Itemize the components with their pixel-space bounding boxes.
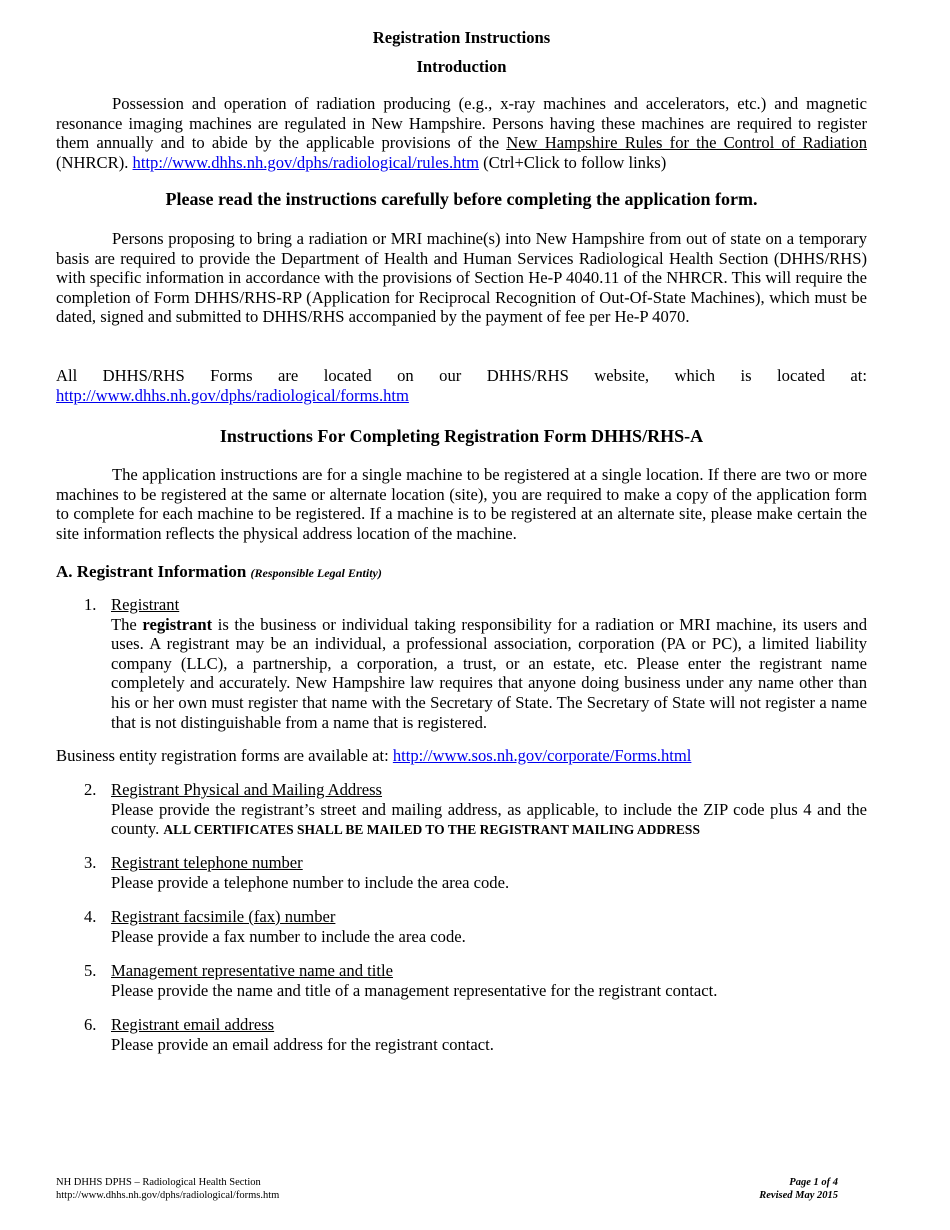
- item-title: Registrant: [111, 595, 180, 614]
- item-description: Please provide the name and title of a management representative for the registrant contact.: [111, 980, 718, 1000]
- section-a-heading: A. Registrant Information (Responsible Legal Entity): [56, 562, 382, 581]
- section-introduction-heading: Introduction: [416, 57, 507, 76]
- forms-link-line: [56, 386, 867, 406]
- item-description: Please provide a telephone number to include the area code.: [111, 872, 510, 892]
- item-description: Please provide the registrant’s street and mailing address, as applicable, to include the ZIP code plus 4 and the county. ALL CERTIFICATES SHALL BE MAILED TO THE REGISTRANT MAILING ADDRESS: [111, 799, 867, 839]
- footer-right: [700, 1176, 838, 1202]
- footer-org: NH DHHS DPHS – Radiological Health Section: [56, 1177, 261, 1188]
- sos-forms-link[interactable]: http://www.sos.nh.gov/corporate/Forms.html: [392, 746, 692, 765]
- item-title: Registrant telephone number: [111, 853, 303, 872]
- item-title: Registrant facsimile (fax) number: [111, 907, 336, 926]
- document-title: Registration Instructions: [372, 28, 551, 47]
- intro-paragraph: Possession and operation of radiation producing (e.g., x-ray machines and accelerators, etc.) and magnetic resonance imaging machines are regulated in New Hampshire. Persons having these machines are required to register them annually and to abide by the applicable provisions of the New Hampshire Rules for the Control of Radiation (NHRCR). http://www.dhhs.nh.gov/dphs/radiological/rules.htm (Ctrl+Click to follow links): [56, 94, 867, 172]
- mailing-notice: ALL CERTIFICATES SHALL BE MAILED TO THE REGISTRANT MAILING ADDRESS: [163, 822, 700, 838]
- revision-date: Revised May 2015: [759, 1190, 838, 1201]
- item-description: Please provide an email address for the registrant contact.: [111, 1034, 494, 1054]
- footer-left: [56, 1176, 279, 1202]
- item-title: Management representative name and title: [111, 961, 393, 980]
- item-title: Registrant Physical and Mailing Address: [111, 780, 383, 799]
- forms-location-text: All DHHS/RHS Forms are located on our DHHS/RHS website, which is located at:: [56, 366, 867, 385]
- instructions-paragraph: The application instructions are for a single machine to be registered at a single location. If there are two or more machines to be registered at the same or alternate location (site), you are required to make a copy of the application form to complete for each machine to be registered. If a machine is to be registered at an alternate site, please make certain the site information reflects the physical address location of the machine.: [56, 465, 867, 543]
- business-entity-line: Business entity registration forms are available at: http://www.sos.nh.gov/corporate/Forms.html: [56, 746, 692, 765]
- rules-title: New Hampshire Rules for the Control of Radiation: [506, 133, 867, 153]
- page-number: Page 1 of 4: [789, 1177, 838, 1188]
- rules-link[interactable]: http://www.dhhs.nh.gov/dphs/radiological/rules.htm: [132, 152, 479, 172]
- footer-url: http://www.dhhs.nh.gov/dphs/radiological/forms.htm: [56, 1190, 280, 1201]
- forms-link[interactable]: http://www.dhhs.nh.gov/dphs/radiological/forms.htm: [56, 386, 409, 405]
- instructions-heading: Instructions For Completing Registration Form DHHS/RHS-A: [219, 426, 704, 446]
- warning-heading: Please read the instructions carefully before completing the application form.: [165, 189, 758, 209]
- item-description: Please provide a fax number to include the area code.: [111, 926, 466, 946]
- reciprocal-paragraph: Persons proposing to bring a radiation or MRI machine(s) into New Hampshire from out of state on a temporary basis are required to provide the Department of Health and Human Services Radiological Health Section (DHHS/RHS) with specific information in accordance with the provisions of Section He-P 4040.11 of the NHRCR. This will require the completion of Form DHHS/RHS-RP (Application for Reciprocal Recognition of Out-Of-State Machines), which must be dated, signed and submitted to DHHS/RHS accompanied by the payment of fee per He-P 4070.: [56, 229, 867, 327]
- item-title: Registrant email address: [111, 1015, 275, 1034]
- section-a-note: (Responsible Legal Entity): [250, 566, 382, 580]
- item-description: The registrant is the business or individual taking responsibility for a radiation or MRI machine, its users and uses. A registrant may be an individual, a professional association, corporation (PA or PC), a limited liability company (LLC), a partnership, a corporation, a trust, or an estate, etc. Please enter the registrant name completely and accurately. New Hampshire law requires that anyone doing business under any name other than his or her own must register that name with the Secretary of State. The Secretary of State will not register a name that is not distinguishable from a name that is registered.: [111, 614, 867, 732]
